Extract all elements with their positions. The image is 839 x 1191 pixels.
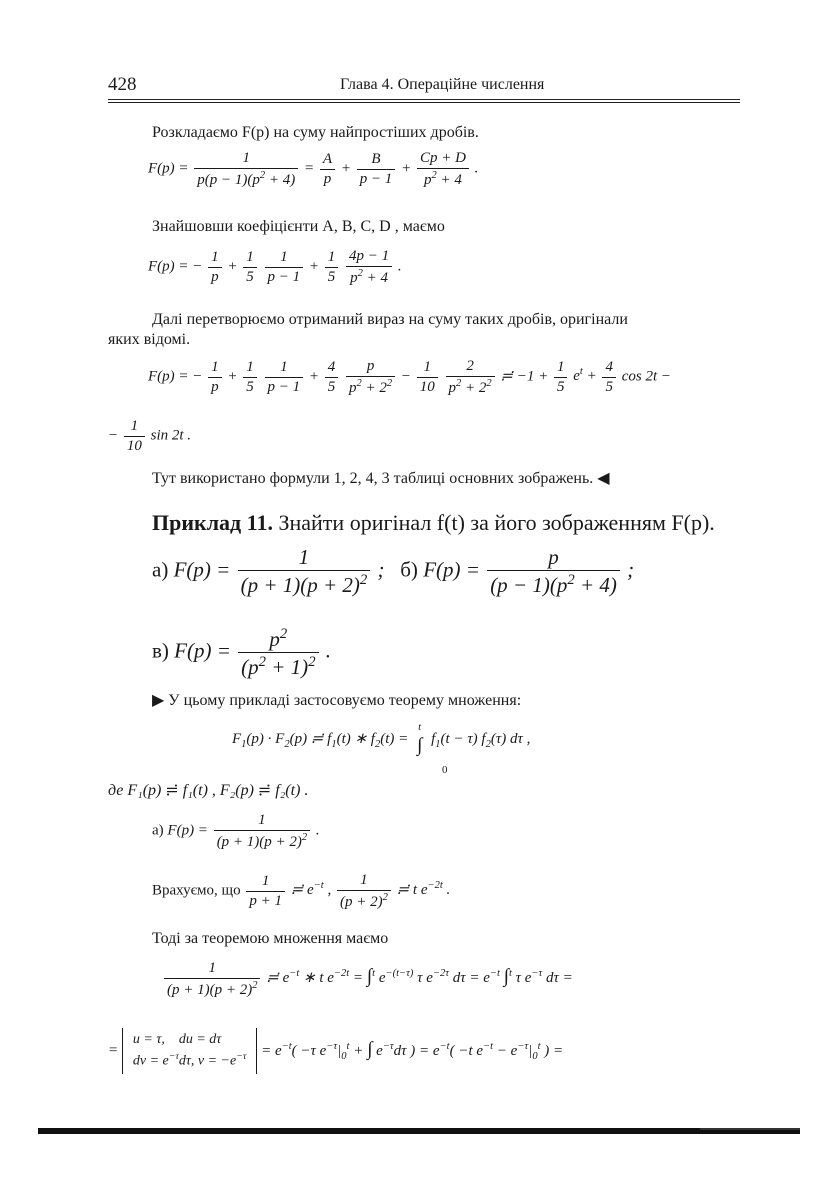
- equation-originals: F(p) = − $\frac{1}{p}$ + $\frac{1}{5}$ $\frac{1}{p - 1}$ + $\frac{4}{5}$ $\frac{p}{p^2 + 2^2}$ − $\frac{1}{10}$ $\frac{2}{p^2 + 2^2}$ ≓ −1 + $\frac{1}{5}$ $e^t$ + $\frac{4}{5}$ cos 2t −: [148, 358, 671, 396]
- paragraph-then: Тоді за теоремою множення маємо: [152, 930, 389, 947]
- example-part-a-b: а) F(p) = $\frac{1}{(p + 1)(p + 2)^2}$ ; б) F(p) = $\frac{p}{(p - 1)(p^2 + 4)}$ ;: [152, 545, 635, 598]
- paragraph-multiplication-theorem: ▶ У цьому прикладі застосовуємо теорему множення:: [152, 692, 522, 709]
- integral-lower-limit: 0: [442, 764, 448, 776]
- page-number: 428: [108, 74, 137, 95]
- paragraph-formulas-used: Тут використано формули 1, 2, 4, 3 таблиці основних зображень. ◀: [152, 470, 610, 487]
- header-rule: [108, 99, 740, 100]
- paragraph-note-prefix: Врахуємо, що: [152, 882, 241, 899]
- header-rule-secondary: [108, 102, 740, 103]
- paragraph-where: де F₁(p) ≓ f₁(t) , F₂(p) ≓ f₂(t) .: [108, 782, 309, 799]
- equation-known-images: Врахуємо, що $\frac{1}{p + 1}$ ≓ $e^{-t}$ , $\frac{1}{(p + 2)^2}$ ≓ t $e^{-2t}$ .: [152, 872, 451, 910]
- equation-coefficients-result: F(p) = − $\frac{1}{p}$ + $\frac{1}{5}$ $\frac{1}{p - 1}$ + $\frac{1}{5}$ $\frac{4p - 1}{p^2 + 4}$ .: [148, 248, 402, 286]
- example-heading: [152, 510, 715, 536]
- equation-originals-continued: − $\frac{1}{10}$ sin 2t .: [108, 418, 192, 454]
- paragraph-coefficients: Знайшовши коефіцієнти A, B, C, D , маємо: [152, 218, 445, 235]
- example-statement: Знайти оригінал f(t) за його зображенням F(p).: [278, 510, 715, 535]
- label-a: а): [152, 557, 169, 582]
- label-a-restated: а): [152, 822, 164, 839]
- paragraph-transform-line2: яких відомі.: [108, 331, 191, 348]
- footer-thin-rule: [700, 1128, 800, 1130]
- paragraph-transform-line1: Далі перетворюємо отриманий вираз на суму таких дробів, оригінали: [152, 311, 628, 328]
- running-title: Глава 4. Операційне числення: [340, 76, 545, 93]
- equation-part-a-restated: а) F(p) = $\frac{1}{(p + 1)(p + 2)^2}$ .: [152, 812, 320, 850]
- label-c: в): [152, 638, 169, 663]
- example-label: Приклад 11.: [152, 510, 273, 535]
- example-part-c: в) F(p) = $\frac{p^2}{(p^2 + 1)^2}$ .: [152, 626, 332, 680]
- equation-convolution: $F_1(p) \cdot F_2(p)$ ≓ $f_1(t)$ ∗ $f_2(t)$ = t ∫ $f_1(t - \tau)$ $f_2(\tau)$ dτ ,: [232, 722, 531, 756]
- paragraph-decompose: Розкладаємо F(p) на суму найпростіших дробів.: [152, 124, 479, 141]
- equation-integration-by-parts: = u = τ, du = dτ dv = $e^{-\tau}d\tau$, $v = -e^{-\tau} = e^{-t}( -\tau$ $e^{-\tau}|_0^t$ + ∫ $e^{-\tau}d\tau$ ) = $e^{-t}( -t$ $e^{-t} - e^{-\tau}|_0^t$ ) =: [108, 1028, 563, 1074]
- page-header: [108, 74, 740, 100]
- label-b: б): [400, 557, 418, 582]
- equation-convolution-computation: $\frac{1}{(p + 1)(p + 2)^2}$ ≓ $e^{-t}$ ∗ t $e^{-2t} = \int^t$ $e^{-(t-\tau)}$ τ $e^{-2\tau}$ $d\tau = e^{-t}$ ∫$^t$ τ $e^{-\tau}$ dτ =: [162, 960, 573, 998]
- equation-partial-fractions: F(p) = $\frac{1}{p(p - 1)(p^2 + 4)}$ = $\frac{A}{p}$ + $\frac{B}{p - 1}$ + $\frac{Cp + D}{p^2 + 4}$ .: [148, 150, 479, 188]
- substitution-table: u = τ, du = dτ dv = $e^{-\tau}d\tau$, $v = -e^{-\tau}$: [122, 1028, 257, 1074]
- footer-bar: [38, 1128, 800, 1134]
